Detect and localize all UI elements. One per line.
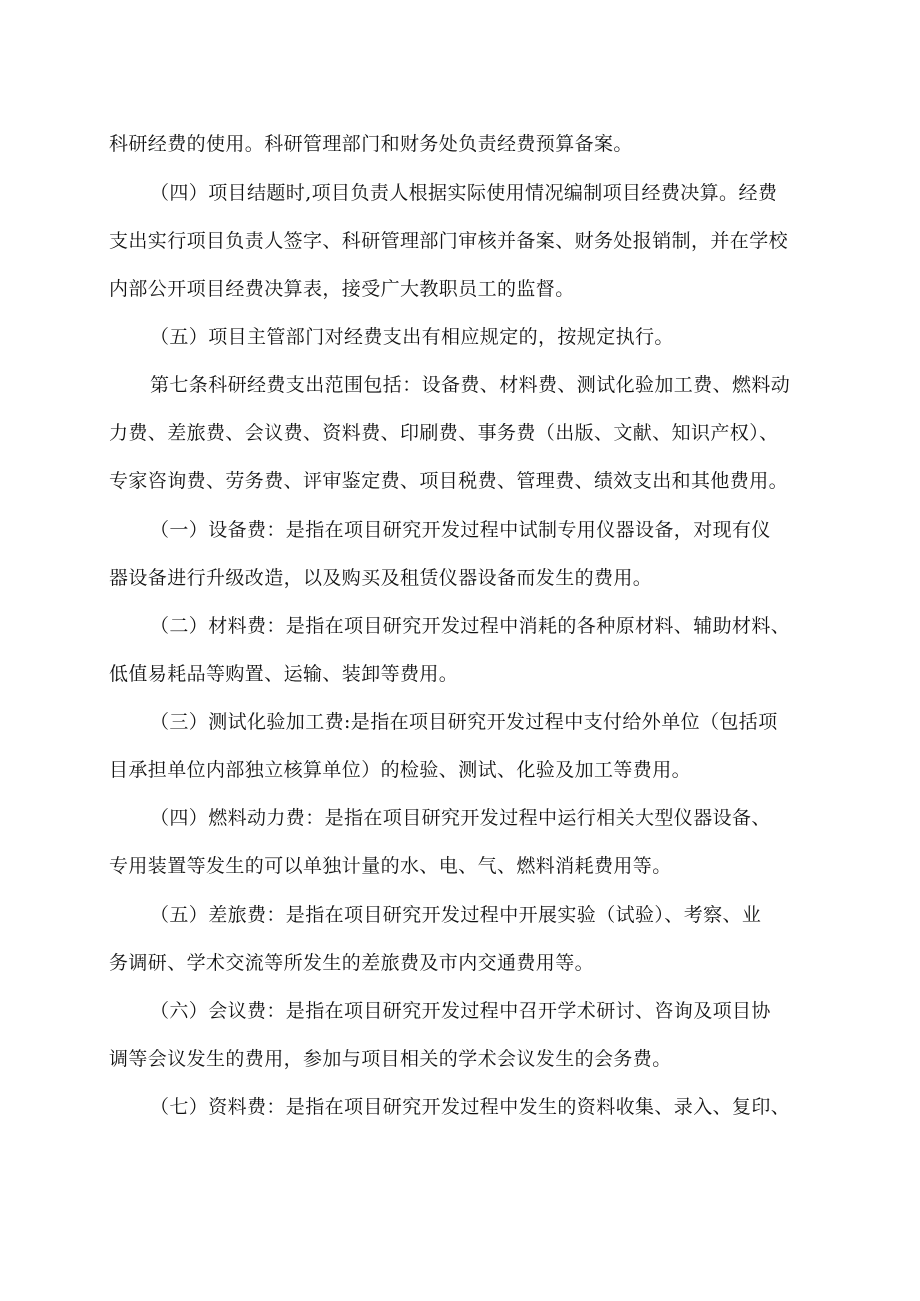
text-line: 器设备进行升级改造，以及购买及租赁仪器设备而发生的费用。 xyxy=(109,567,653,589)
text-line: （四）项目结题时,项目负责人根据实际使用情况编制项目经费决算。经费 xyxy=(150,182,778,204)
text-line: 目承担单位内部独立核算单位）的检验、测试、化验及加工等费用。 xyxy=(109,759,692,781)
text-line: （三）测试化验加工费:是指在项目研究开发过程中支付给外单位（包括项 xyxy=(150,711,778,733)
text-line: （七）资料费：是指在项目研究开发过程中发生的资料收集、录入、复印、 xyxy=(150,1096,791,1118)
text-line: （一）设备费：是指在项目研究开发过程中试制专用仪器设备，对现有仪 xyxy=(150,519,771,541)
text-line: 第七条科研经费支出范围包括：设备费、材料费、测试化验加工费、燃料动 xyxy=(150,374,791,396)
text-line: 专用装置等发生的可以单独计量的水、电、气、燃料消耗费用等。 xyxy=(109,855,672,877)
text-line: （二）材料费：是指在项目研究开发过程中消耗的各种原材料、辅助材料、 xyxy=(150,615,791,637)
text-line: （四）燃料动力费：是指在项目研究开发过程中运行相关大型仪器设备、 xyxy=(150,807,771,829)
text-line: 内部公开项目经费决算表，接受广大教职员工的监督。 xyxy=(109,278,575,300)
text-line: （五）项目主管部门对经费支出有相应规定的，按规定执行。 xyxy=(150,326,674,348)
text-line: （五）差旅费：是指在项目研究开发过程中开展实验（试验）、考察、业 xyxy=(150,904,762,926)
text-line: 科研经费的使用。科研管理部门和财务处负责经费预算备案。 xyxy=(109,133,633,155)
text-line: 务调研、学术交流等所发生的差旅费及市内交通费用等。 xyxy=(109,952,595,974)
text-line: 专家咨询费、劳务费、评审鉴定费、项目税费、管理费、绩效支出和其他费用。 xyxy=(109,470,789,492)
text-line: 低值易耗品等购置、运输、装卸等费用。 xyxy=(109,663,459,685)
text-line: 支出实行项目负责人签字、科研管理部门审核并备案、财务处报销制，并在学校 xyxy=(109,230,789,252)
text-line: 调等会议发生的费用，参加与项目相关的学术会议发生的会务费。 xyxy=(109,1048,672,1070)
text-line: （六）会议费：是指在项目研究开发过程中召开学术研讨、咨询及项目协 xyxy=(150,1000,771,1022)
text-line: 力费、差旅费、会议费、资料费、印刷费、事务费（出版、文献、知识产权）、 xyxy=(109,422,779,444)
